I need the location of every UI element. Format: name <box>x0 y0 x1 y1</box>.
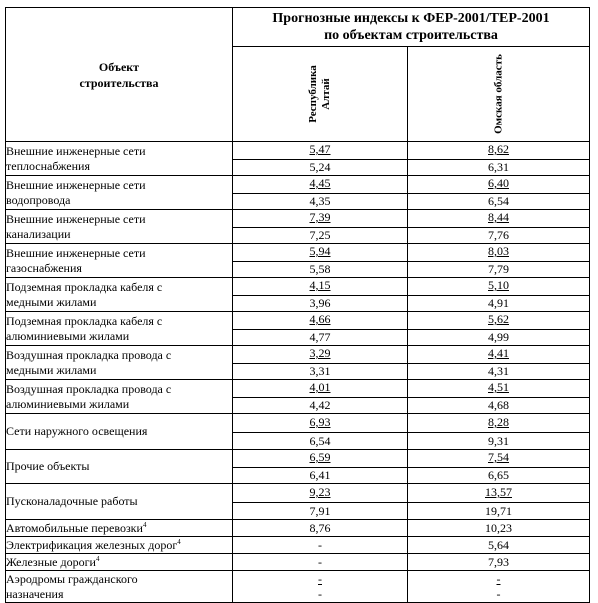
omsk-value-cell <box>408 571 590 603</box>
omsk-value-bottom: 6,54 <box>488 193 509 208</box>
object-name-line1: Воздушная прокладка провода с <box>6 381 172 396</box>
omsk-value: 10,23 <box>485 520 512 535</box>
object-header-line2: строительства <box>79 75 159 90</box>
table-row <box>6 571 590 603</box>
omsk-value-top: 5,62 <box>488 312 509 326</box>
omsk-value-top: 8,62 <box>488 142 509 156</box>
altai-value-top: 6,93 <box>309 415 331 429</box>
object-name-line2: назначения <box>6 586 64 601</box>
omsk-value-bottom: 4,99 <box>488 329 509 344</box>
altai-value-bottom: 6,54 <box>309 433 331 448</box>
altai-value-cell <box>233 278 408 312</box>
altai-value-cell <box>233 142 408 176</box>
object-name-line1: Внешние инженерные сети <box>6 245 146 260</box>
table-row <box>6 537 590 554</box>
column-altai-header <box>233 47 408 142</box>
altai-value-top: 7,39 <box>309 210 331 224</box>
altai-value-bottom: 3,96 <box>309 295 331 310</box>
altai-value: - <box>318 554 322 569</box>
omsk-value-cell <box>408 380 590 414</box>
altai-value: - <box>318 537 322 552</box>
altai-value-bottom: 5,58 <box>309 261 331 276</box>
object-name-line1: Сети наружного освещения <box>6 424 148 438</box>
object-name: Автомобильные перевозки <box>6 520 143 535</box>
altai-value-top: 6,59 <box>309 450 331 464</box>
object-name-line1: Внешние инженерные сети <box>6 177 146 192</box>
table-row <box>6 346 590 380</box>
object-name-line2: теплоснабжения <box>6 158 90 173</box>
altai-value-cell <box>233 312 408 346</box>
altai-value-cell <box>233 244 408 278</box>
object-name-line1: Внешние инженерные сети <box>6 211 146 226</box>
omsk-value-cell <box>408 142 590 176</box>
omsk-value-bottom: 4,68 <box>488 397 509 412</box>
object-name-line2: канализации <box>6 226 71 241</box>
altai-value-top: 4,15 <box>309 278 331 292</box>
object-name-cell <box>6 380 233 414</box>
omsk-value-cell <box>408 346 590 380</box>
forecast-header <box>233 8 590 47</box>
altai-value-top: 4,66 <box>309 312 331 326</box>
object-name-cell <box>6 571 233 603</box>
footnote-mark: 4 <box>95 554 100 563</box>
omsk-value-top: 6,40 <box>488 176 509 190</box>
object-name: Железные дороги <box>6 554 96 569</box>
omsk-value-bottom: 4,31 <box>488 363 509 378</box>
altai-value-top: 5,94 <box>309 244 331 258</box>
table-row <box>6 176 590 210</box>
object-name-line1: Подземная прокладка кабеля с <box>6 279 163 294</box>
altai-value-cell <box>233 537 408 554</box>
omsk-value-top: 8,28 <box>488 415 509 429</box>
omsk-value-top: 7,54 <box>488 450 509 464</box>
omsk-value: 7,93 <box>488 554 509 569</box>
altai-value-cell <box>233 346 408 380</box>
omsk-value-cell <box>408 484 590 520</box>
object-name-cell <box>6 346 233 380</box>
altai-value-cell <box>233 484 408 520</box>
omsk-value-top: 4,51 <box>488 380 509 394</box>
altai-value-bottom: 5,24 <box>309 159 331 174</box>
altai-value-bottom: 4,77 <box>309 329 331 344</box>
omsk-value-cell <box>408 520 590 537</box>
altai-value-top: - <box>318 571 322 586</box>
object-name-line2: водопровода <box>6 192 71 207</box>
object-name-cell <box>6 210 233 244</box>
column-altai-line2: Алтай <box>320 78 332 110</box>
object-name-line2: газоснабжения <box>6 260 82 275</box>
table-row <box>6 484 590 520</box>
forecast-title-line1: Прогнозные индексы к ФЕР-2001/ТЕР-2001 <box>272 11 550 26</box>
object-name-line1: Подземная прокладка кабеля с <box>6 313 163 328</box>
table-row <box>6 520 590 537</box>
altai-value-bottom: 4,35 <box>309 193 331 208</box>
omsk-value-bottom: - <box>496 586 501 601</box>
object-header <box>6 8 233 142</box>
omsk-value-bottom: 9,31 <box>488 433 509 448</box>
object-name-cell <box>6 176 233 210</box>
table-row <box>6 244 590 278</box>
altai-value-bottom: 3,31 <box>309 363 331 378</box>
column-altai-line1: Республика <box>307 65 319 123</box>
object-name-cell <box>6 142 233 176</box>
altai-value-cell <box>233 520 408 537</box>
omsk-value-top: 5,10 <box>488 278 509 292</box>
object-name-cell <box>6 484 233 520</box>
omsk-value-bottom: 7,79 <box>488 261 509 276</box>
altai-value-cell <box>233 450 408 484</box>
omsk-value-cell <box>408 450 590 484</box>
object-name-line1: Воздушная прокладка провода с <box>6 347 172 362</box>
omsk-value-cell <box>408 210 590 244</box>
altai-value-bottom: - <box>318 586 322 601</box>
object-name-line1: Пусконаладочные работы <box>6 494 138 508</box>
omsk-value: 5,64 <box>488 537 509 552</box>
omsk-value-cell <box>408 312 590 346</box>
table-row <box>6 278 590 312</box>
omsk-value-cell <box>408 278 590 312</box>
omsk-value-cell <box>408 414 590 450</box>
footnote-mark: 4 <box>177 537 181 546</box>
omsk-value-bottom: 7,76 <box>488 227 509 242</box>
table-body <box>6 142 590 603</box>
altai-value-top: 5,47 <box>309 142 331 156</box>
object-name-cell <box>6 537 233 554</box>
altai-value-top: 9,23 <box>309 485 331 499</box>
table-row <box>6 554 590 571</box>
altai-value-cell <box>233 176 408 210</box>
object-name-cell <box>6 520 233 537</box>
omsk-value-cell <box>408 554 590 571</box>
object-name-line1: Аэродромы гражданского <box>6 571 138 586</box>
object-name: Электрификация железных дорог <box>6 537 178 552</box>
omsk-value-bottom: 6,65 <box>488 467 509 482</box>
object-name-cell <box>6 554 233 571</box>
altai-value-top: 4,01 <box>309 380 331 394</box>
altai-value-bottom: 6,41 <box>309 467 331 482</box>
column-omsk-label: Омская область <box>492 54 504 134</box>
omsk-value-cell <box>408 537 590 554</box>
object-name-line1: Прочие объекты <box>6 459 90 473</box>
object-name-cell <box>6 278 233 312</box>
altai-value-bottom: 7,25 <box>309 227 331 242</box>
omsk-value-top: - <box>496 571 501 586</box>
object-name-line2: медными жилами <box>6 362 97 377</box>
object-name-line2: алюминиевыми жилами <box>6 396 130 411</box>
table-row <box>6 312 590 346</box>
object-name-cell <box>6 244 233 278</box>
altai-value-bottom: 7,91 <box>309 503 331 518</box>
object-name-line1: Внешние инженерные сети <box>6 143 146 158</box>
column-omsk-header <box>408 47 590 142</box>
omsk-value-bottom: 4,91 <box>488 295 509 310</box>
altai-value-top: 3,29 <box>309 346 331 360</box>
altai-value-cell <box>233 554 408 571</box>
omsk-value-top: 8,03 <box>488 244 509 258</box>
altai-value-cell <box>233 414 408 450</box>
altai-value-cell <box>233 571 408 603</box>
object-header-line1: Объект <box>98 59 140 74</box>
object-name-line2: алюминиевыми жилами <box>6 328 130 343</box>
omsk-value-cell <box>408 244 590 278</box>
altai-value-top: 4,45 <box>309 176 331 190</box>
omsk-value-top: 13,57 <box>485 485 512 499</box>
omsk-value-bottom: 19,71 <box>485 503 512 518</box>
altai-value: 8,76 <box>309 520 331 535</box>
altai-value-cell <box>233 210 408 244</box>
altai-value-cell <box>233 380 408 414</box>
table-row <box>6 414 590 450</box>
object-name-line2: медными жилами <box>6 294 97 309</box>
omsk-value-top: 8,44 <box>488 210 509 224</box>
table-row <box>6 450 590 484</box>
footnote-mark: 4 <box>142 520 147 529</box>
object-name-cell <box>6 312 233 346</box>
table-row <box>6 210 590 244</box>
omsk-value-top: 4,41 <box>488 346 509 360</box>
altai-value-bottom: 4,42 <box>309 397 331 412</box>
table-row <box>6 142 590 176</box>
forecast-title-line2: по объектам строительства <box>324 28 498 43</box>
indices-table <box>5 7 590 603</box>
omsk-value-bottom: 6,31 <box>488 159 509 174</box>
object-name-cell <box>6 450 233 484</box>
column-altai-label <box>307 65 333 123</box>
table-row <box>6 380 590 414</box>
object-name-cell <box>6 414 233 450</box>
omsk-value-cell <box>408 176 590 210</box>
